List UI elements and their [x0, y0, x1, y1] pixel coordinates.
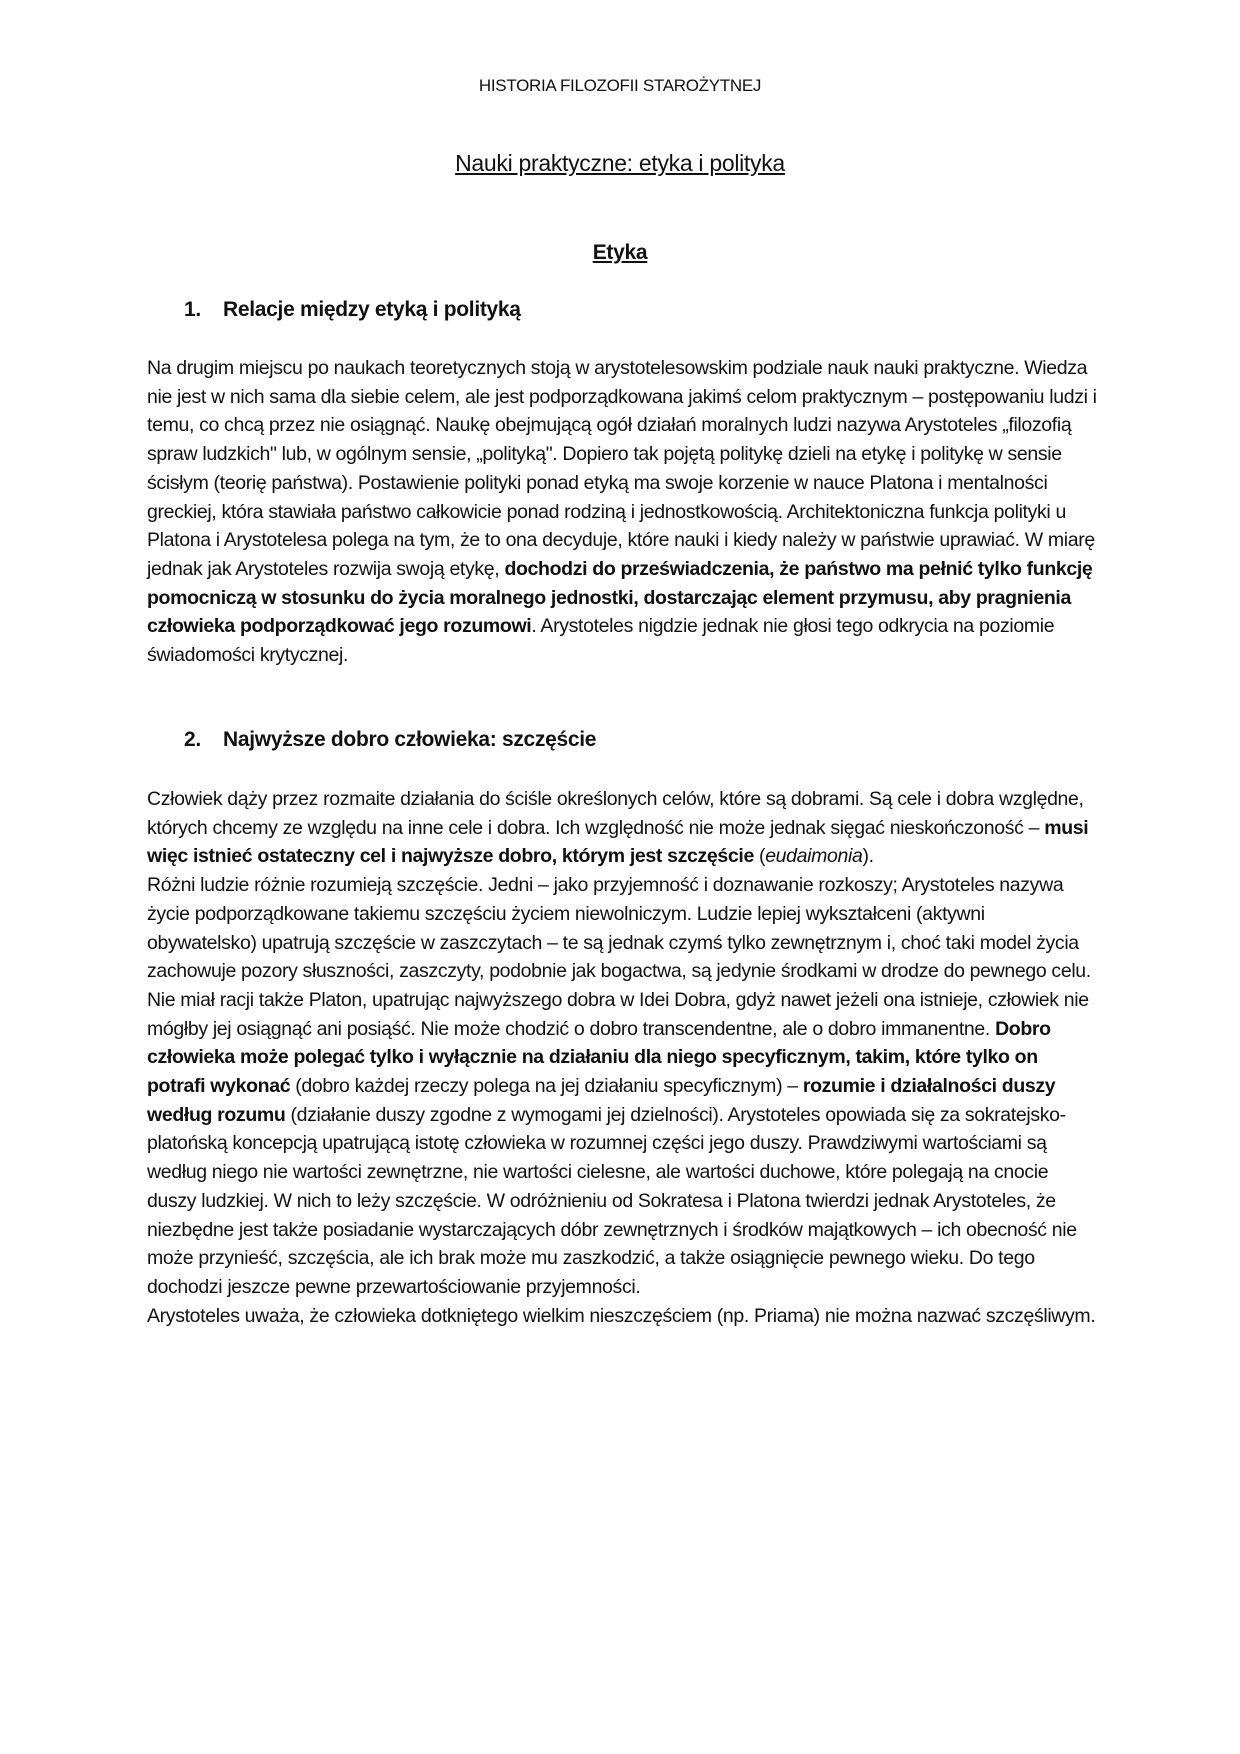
- paragraph-text: (działanie duszy zgodne z wymogami jej dzielności). Arystoteles opowiada się za sokratejsko-platońską koncepcją upatrującą istotę człowieka w rozumnej części jego duszy. Prawdziwymi wartościami są według niego nie wartości zewnętrzne, nie wartości cielesne, ale wartości duchowe, które polegają na cnocie duszy ludzkiej. W nich to leży szczęście. W odróżnieniu od Sokratesa i Platona twierdzi jednak Arystoteles, że niezbędne jest także posiadanie wystarczających dóbr zewnętrznych i środków majątkowych – ich obecność nie może przynieść, szczęścia, ale ich brak może mu zaszkodzić, a także osiągnięcie pewnego wieku. Do tego dochodzi jeszcze pewne przewartościowanie przyjemności.: [147, 1103, 1077, 1298]
- document-title: Nauki praktyczne: etyka i polityka: [455, 150, 785, 176]
- section-number-1: 1.: [184, 298, 201, 321]
- paragraph-happiness: [147, 785, 1097, 1330]
- section-heading-1-text: Relacje między etyką i polityką: [223, 298, 521, 321]
- paragraph-bold-text: Dobro człowieka może polegać tylko i wyłącznie na działaniu dla niego specyficznym, takim, które tylko on potrafi wykonać: [147, 1017, 1051, 1098]
- paragraph-text: Człowiek dąży przez rozmaite działania do ściśle określonych celów, które są dobrami. Są cele i dobra względne, których chcemy ze względu na inne cele i dobra. Ich względność nie może jednak sięgać nieskończoność –: [147, 788, 1084, 839]
- section-number-2: 2.: [184, 728, 201, 751]
- document-header: HISTORIA FILOZOFII STAROŻYTNEJ: [478, 76, 762, 95]
- paragraph-text: (: [753, 845, 766, 868]
- section-title-etyka: Etyka: [592, 241, 648, 264]
- paragraph-bold-text: dochodzi do przeświadczenia, że państwo ma pełnić tylko funkcję pomocniczą w stosunku do życia moralnego jednostki, dostarczając element przymusu, aby pragnienia człowieka podporządkować jego rozumowi: [147, 557, 1093, 638]
- paragraph-bold-text: musi więc istnieć ostateczny cel i najwyższe dobro, którym jest szczęście: [147, 816, 1089, 868]
- paragraph-intro: [147, 785, 1097, 871]
- paragraph-text: ).: [862, 845, 874, 868]
- paragraph-views: [147, 871, 1097, 1302]
- paragraph-text: Różni ludzie różnie rozumieją szczęście. Jedni – jako przyjemność i doznawanie rozkoszy; Arystoteles nazywa życie podporządkowane takiemu szczęściu życiem niewolniczym. Ludzie lepiej wykształceni (aktywni obywatelsko) upatrują szczęście w zaszczytach – te są jednak czymś tylko zewnętrznym i, choć taki model życia zachowuje pozory słuszności, zaszczyty, podobnie jak bogactwa, są jedynie środkami w drodze do pewnego celu. Nie miał racji także Platon, upatrując najwyższego dobra w Idei Dobra, gdyż nawet jeżeli ona istnieje, człowiek nie mógłby jej osiągnąć ani posiąść. Nie może chodzić o dobro transcendentne, ale o dobro immanentne.: [147, 874, 1091, 1040]
- paragraph-relations: [147, 354, 1097, 670]
- paragraph-misfortune: Arystoteles uważa, że człowieka dotkniętego wielkim nieszczęściem (np. Priama) nie można nazwać szczęśliwym.: [147, 1304, 1096, 1327]
- paragraph-bold-text: rozumie i działalności duszy według rozumu: [147, 1075, 1056, 1126]
- paragraph-text: Na drugim miejscu po naukach teoretycznych stoją w arystotelesowskim podziale nauk nauki praktyczne. Wiedza nie jest w nich sama dla siebie celem, ale jest podporządkowana jakimś celom praktycznym – postępowaniu ludzi i temu, co chcą przez nie osiągnąć. Naukę obejmującą ogół działań moralnych ludzi nazywa Arystoteles „filozofią spraw ludzkich" lub, w ogólnym sensie, „polityką". Dopiero tak pojętą politykę dzieli na etykę i politykę w sensie ścisłym (teorię państwa). Postawienie polityki ponad etyką ma swoje korzenie w nauce Platona i mentalności greckiej, która stawiała państwo całkowicie ponad rodziną i jednostkowością. Architektoniczna funkcja polityki u Platona i Arystotelesa polega na tym, że to ona decyduje, które nauki i kiedy należy w państwie uprawiać. W miarę jednak jak Arystoteles rozwija swoją etykę,: [147, 357, 1097, 580]
- paragraph-italic-text: eudaimonia: [765, 845, 863, 868]
- paragraph-text: . Arystoteles nigdzie jednak nie głosi tego odkrycia na poziomie świadomości krytycznej.: [147, 615, 1055, 667]
- section-heading-1: [184, 298, 521, 322]
- section-heading-2: [184, 728, 596, 752]
- section-heading-2-text: Najwyższe dobro człowieka: szczęście: [223, 728, 597, 751]
- paragraph-text: (dobro każdej rzeczy polega na jej działaniu specyficznym) –: [290, 1075, 803, 1098]
